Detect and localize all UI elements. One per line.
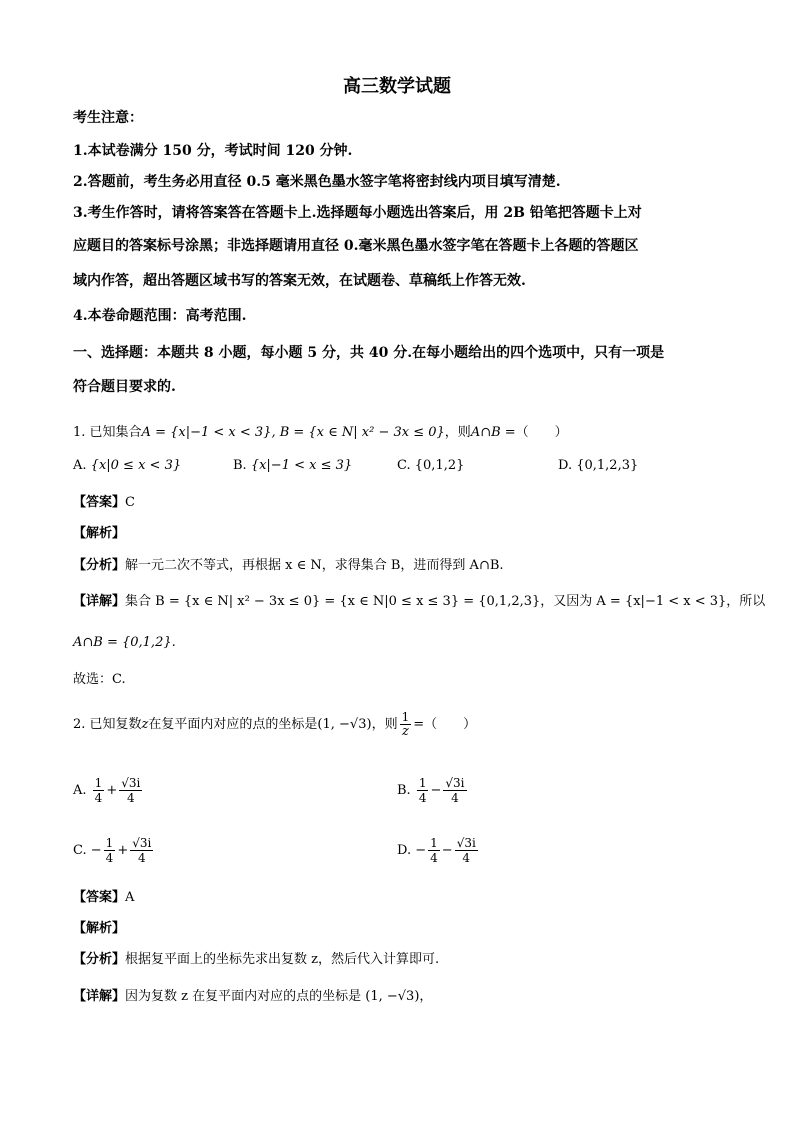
q2-option-c-den2: 4 [137, 851, 146, 865]
q1-fenxi [73, 556, 504, 576]
page-title: 高三数学试题 [343, 76, 451, 97]
q2-answer [73, 888, 134, 908]
q2-option-b-num1: 1 [418, 776, 427, 790]
q1-paren: （ ） [515, 425, 568, 440]
q2-option-d-num1: 1 [430, 836, 438, 850]
q1-answer-tag: 【答案】 [73, 495, 126, 510]
q1-option-a-text: {x|0 ≤ x < 3} [90, 458, 182, 473]
q2-option-d-den1: 4 [430, 851, 438, 865]
q2-option-b-den1: 4 [418, 791, 427, 805]
q1-xiangjie [73, 592, 765, 612]
q2-option-b-op: − [430, 783, 442, 798]
notice-item-2: 2.答题前，考生务必用直径 0.5 毫米黑色墨水签字笔将密封线内项目填写清楚. [73, 174, 561, 190]
q1-option-c [397, 456, 464, 476]
q1-option-b [233, 456, 352, 476]
q2-xiangjie [73, 987, 432, 1007]
notice-item-3: 3.考生作答时，请将答案答在答题卡上.选择题每小题选出答案后，用 2B 铅笔把答题卡上对 [73, 205, 642, 221]
q2-stem [73, 710, 476, 740]
q2-eq: = [413, 717, 425, 732]
q2-option-b-num2: √3i [445, 776, 465, 790]
notice-item-3-cont2: 域内作答，超出答题区域书写的答案无效，在试题卷、草稿纸上作答无效. [73, 273, 526, 289]
q1-option-b-label: B. [233, 458, 247, 473]
q2-option-d-op: − [441, 843, 453, 858]
notice-item-4: 4.本卷命题范围：高考范围. [73, 308, 247, 324]
q2-stem-mid: 在复平面内对应的点的坐标是 [148, 717, 318, 732]
q1-xiangjie-cont: A∩B = {0,1,2}. [73, 635, 176, 650]
section-heading: 一、选择题：本题共 8 小题，每小题 5 分，共 40 分.在每小题给出的四个选项中，只有一项是 [73, 345, 665, 361]
q1-fenxi-text: 解一元二次不等式，再根据 x ∈ N，求得集合 B，进而得到 A∩B. [125, 558, 504, 573]
q2-stem-then: ，则 [371, 717, 398, 732]
q2-fraction-num: 1 [401, 710, 410, 724]
q2-option-c-sign: − [90, 843, 102, 858]
q2-xiangjie-tag: 【详解】 [73, 989, 126, 1004]
q1-xiangjie-text-1: 集合 B = {x ∈ N| x² − 3x ≤ 0} = {x ∈ N|0 ≤ x ≤ 3} = {0,1,2,3}，又因为 A = {x|−1 < x < 3}，所以 [125, 594, 766, 609]
q2-option-a-op: + [106, 783, 118, 798]
q1-conclusion: 故选：C. [73, 672, 126, 687]
q2-option-a-num2: √3i [121, 776, 141, 790]
notice-heading: 考生注意： [73, 110, 143, 126]
q2-option-d [397, 834, 480, 868]
q1-fenxi-tag: 【分析】 [73, 558, 126, 573]
q1-xiangjie-tag: 【详解】 [73, 594, 126, 609]
q1-option-d-label: D. [558, 458, 573, 473]
q1-option-a [73, 456, 181, 476]
q1-option-c-text: {0,1,2} [414, 458, 465, 473]
q1-set-a: A = {x|−1 < x < 3} [141, 425, 272, 440]
q2-answer-tag: 【答案】 [73, 890, 126, 905]
q1-option-d [558, 456, 638, 476]
q2-option-d-num2: √3i [456, 836, 476, 850]
q2-option-c-label: C. [73, 843, 87, 858]
q2-option-c-op: + [117, 843, 129, 858]
q1-analysis-tag: 【解析】 [73, 526, 126, 541]
q2-fenxi-text: 根据复平面上的坐标先求出复数 z，然后代入计算即可. [125, 952, 440, 967]
q2-option-b [397, 774, 469, 808]
notice-item-1: 1.本试卷满分 150 分，考试时间 120 分钟. [73, 143, 353, 159]
q2-fenxi [73, 950, 439, 970]
q2-stem-prefix: 2. 已知复数 [73, 717, 142, 732]
q2-option-b-label: B. [397, 783, 411, 798]
q2-fraction-den: z [401, 724, 409, 739]
q1-option-a-label: A. [73, 458, 87, 473]
q1-option-d-text: {0,1,2,3} [576, 458, 639, 473]
q1-stem: 1. 已知集合A = {x|−1 < x < 3}, B = {x ∈ N| x² − 3x ≤ 0}，则A∩B =（ ） [73, 425, 568, 440]
q1-answer [73, 493, 135, 513]
q2-point: (1, −√3) [317, 717, 372, 732]
q1-option-c-label: C. [397, 458, 411, 473]
q1-stem-suffix: ，则 [444, 425, 471, 440]
q2-option-d-label: D. [397, 843, 412, 858]
q2-option-d-sign: − [415, 843, 427, 858]
q2-option-a-den1: 4 [94, 791, 103, 805]
q2-option-a-num1: 1 [94, 776, 103, 790]
q2-option-c-num2: √3i [132, 836, 152, 850]
q2-option-a-den2: 4 [126, 791, 135, 805]
q2-option-d-den2: 4 [462, 851, 471, 865]
q2-answer-value: A [125, 890, 135, 905]
q1-stem-prefix: 1. 已知集合 [73, 425, 142, 440]
q2-analysis-tag: 【解析】 [73, 921, 126, 936]
q2-fraction [400, 710, 412, 739]
q2-option-c-den1: 4 [105, 851, 114, 865]
q2-option-a [73, 774, 144, 808]
q1-ask: A∩B = [470, 425, 516, 440]
q1-answer-value: C [125, 495, 135, 510]
q2-xiangjie-text: 因为复数 z 在复平面内对应的点的坐标是 (1, −√3)， [125, 989, 433, 1004]
q2-paren: （ ） [424, 717, 477, 732]
q2-var: z [141, 717, 149, 732]
q2-option-c-num1: 1 [105, 836, 114, 850]
q2-option-a-label: A. [73, 783, 87, 798]
q1-option-b-text: {x|−1 < x ≤ 3} [250, 458, 353, 473]
q1-set-b: B = {x ∈ N| x² − 3x ≤ 0} [279, 425, 445, 440]
q2-option-c [73, 834, 155, 868]
q2-fenxi-tag: 【分析】 [73, 952, 126, 967]
q2-option-b-den2: 4 [451, 791, 459, 805]
section-heading-cont: 符合题目要求的. [73, 379, 176, 395]
notice-item-3-cont: 应题目的答案标号涂黑；非选择题请用直径 0.毫米黑色墨水签字笔在答题卡上各题的答题区 [73, 238, 639, 254]
